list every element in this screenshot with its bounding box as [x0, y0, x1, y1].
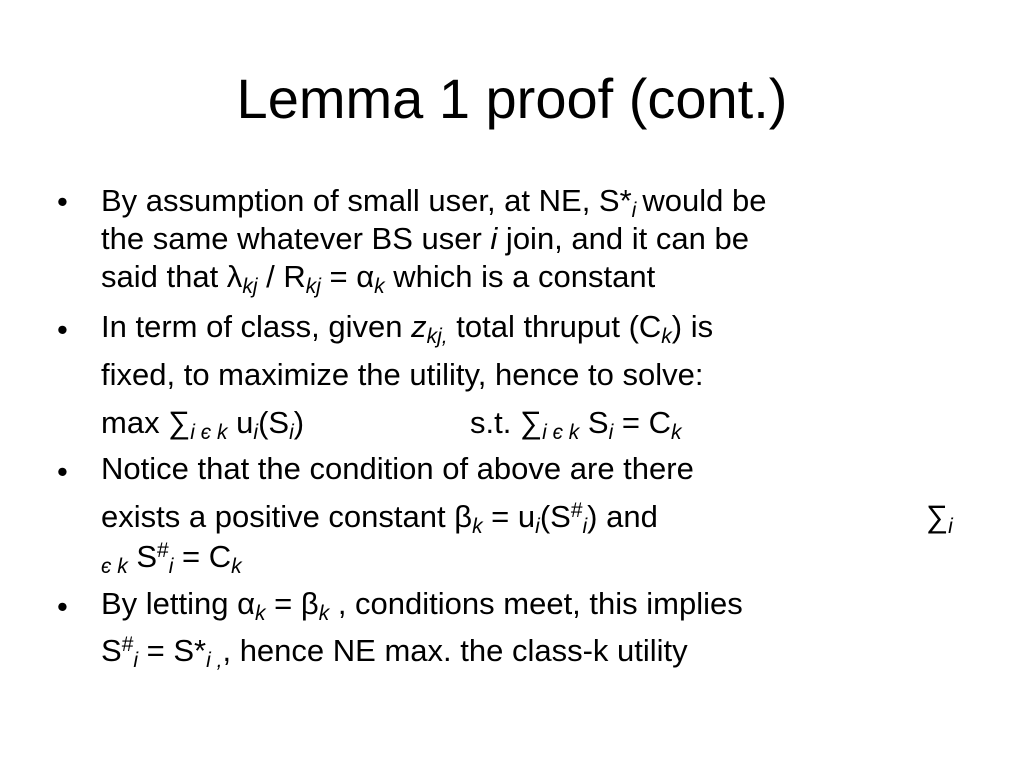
- bullet-marker: •: [57, 589, 68, 624]
- bullet-1-line-3: said that $\lambda_{kj} / R_{kj} = \alpha_k$ which is a constant: [101, 259, 656, 298]
- bullet-3-line-1: Notice that the condition of above are there: [101, 451, 694, 486]
- bullet-marker: •: [57, 312, 68, 347]
- bullet-marker: •: [57, 454, 68, 489]
- bullet-3-line-3: $_{є k}$ $S^{\#}_i = C_k$: [101, 539, 242, 578]
- bullet-2-line-2: fixed, to maximize the utility, hence to solve:: [101, 357, 704, 392]
- bullet-2-constraint: s.t. $\sum_{i є k}$ $S_i = C_k$: [470, 405, 682, 444]
- bullet-4-line-1: By letting $\alpha_k = \beta_k$ , conditions meet, this implies: [101, 586, 743, 625]
- bullet-2-line-3: $\max \sum_{i є k}$ $u_i(S_i)$: [101, 405, 305, 444]
- bullet-3-line-2: exists a positive constant $\beta_k = u_i(S^{\#}_i)$ and: [101, 499, 658, 538]
- bullet-marker: •: [57, 184, 68, 219]
- bullet-1-line-2: the same whatever BS user i join, and it can be: [101, 221, 749, 256]
- bullet-2-line-1: In term of class, given $z_{kj,}$ total thruput $(C_k)$ is: [101, 309, 714, 348]
- slide-title: Lemma 1 proof (cont.): [236, 67, 788, 130]
- bullet-1-line-1: By assumption of small user, at NE, $S*_i$ would be: [101, 183, 767, 222]
- bullet-3-sum-symbol: $\sum_i$: [926, 499, 953, 538]
- bullet-4-line-2: $S^{\#}_i = S*_{i ,}$, hence NE max. the class-k utility: [101, 633, 688, 672]
